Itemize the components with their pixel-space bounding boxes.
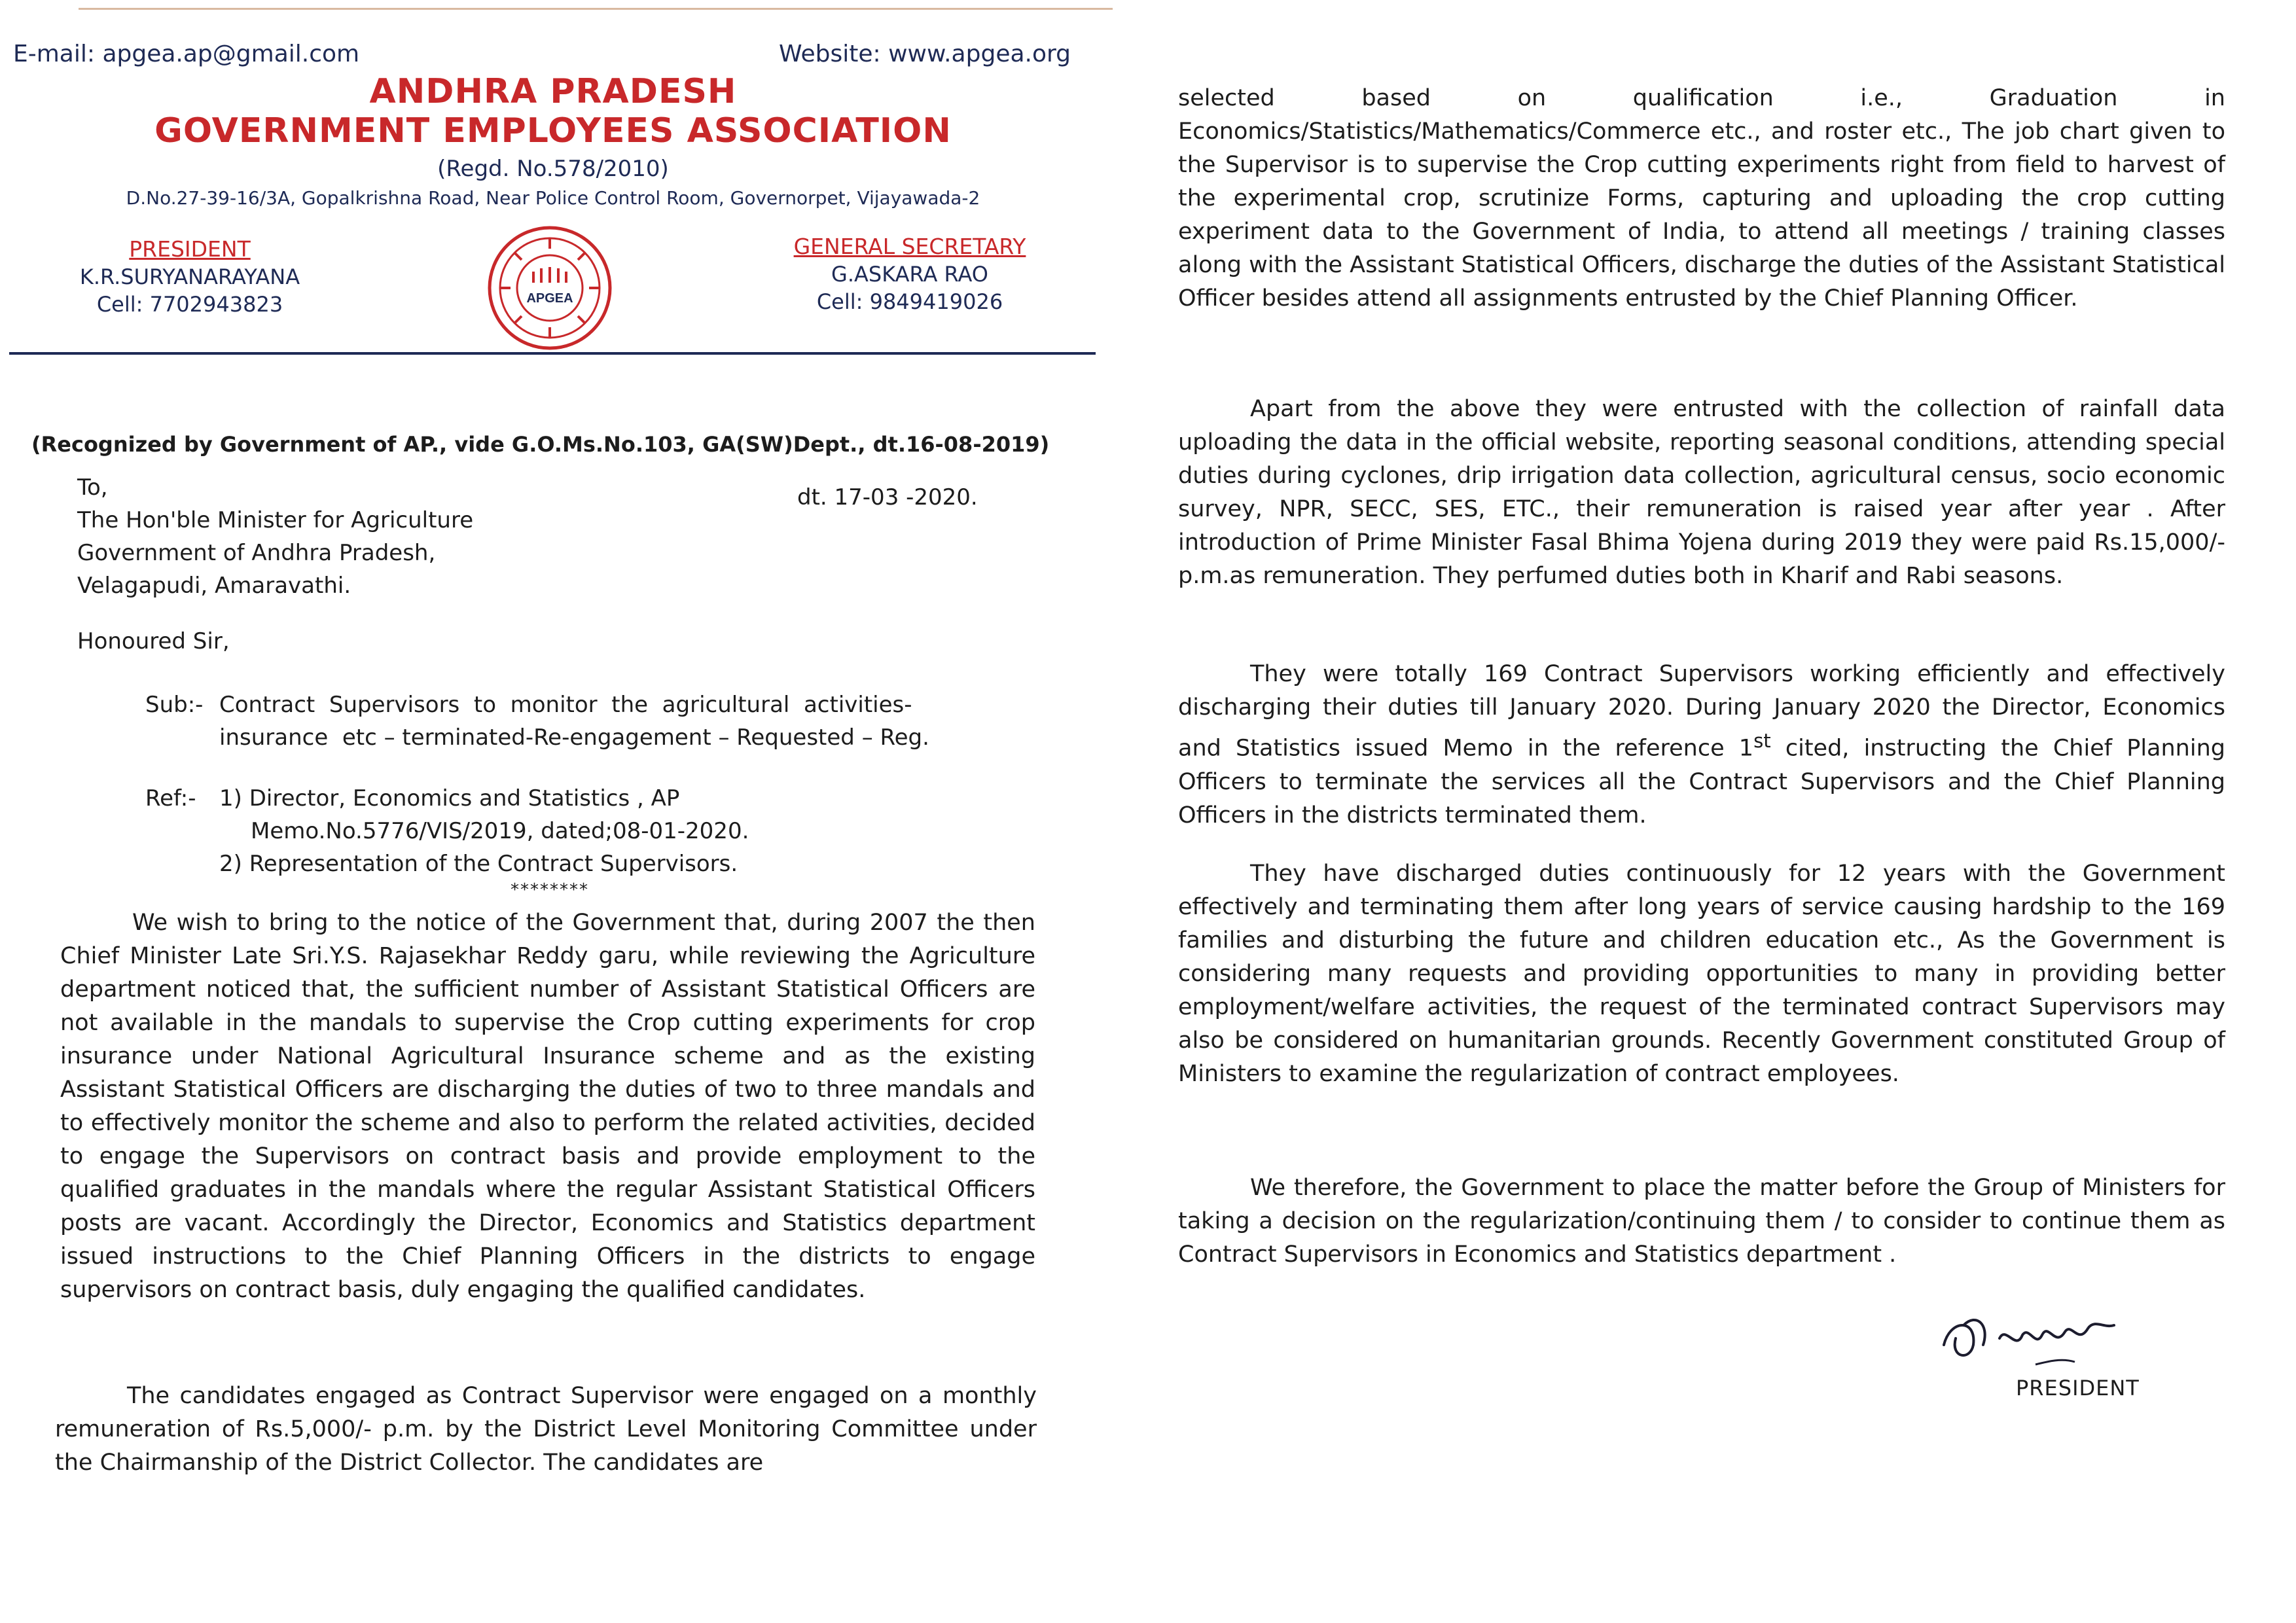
subject-label: Sub:-: [145, 692, 204, 718]
letterhead-email: E-mail: apgea.ap@gmail.com: [13, 41, 360, 67]
secretary-name: G.ASKARA RAO: [831, 262, 988, 287]
signature-icon: [1937, 1299, 2121, 1378]
letterhead-divider: [9, 352, 1096, 355]
secretary-block: [779, 233, 1041, 315]
reference-2: 2) Representation of the Contract Supervisors.: [219, 851, 738, 877]
recipient-line: Government of Andhra Pradesh,: [77, 540, 436, 566]
salutation: Honoured Sir,: [77, 628, 230, 654]
paragraph-7: We therefore, the Government to place the matter before the Group of Ministers for taking a decision on the regularization/continuing them / to consider to continue them as Contract Supervisors in Economics and Statistics department .: [1178, 1175, 2225, 1268]
signature-title: PRESIDENT: [2016, 1376, 2140, 1400]
paragraph-5-text-b: cited, instructing the Chief Planning Officers to terminate the services all the Contract Supervisors and the Chief Planning Officers in the districts terminated them.: [1178, 735, 2225, 829]
letter-date: dt. 17-03 -2020.: [797, 484, 978, 510]
recipient-line: Velagapudi, Amaravathi.: [77, 573, 351, 599]
secretary-role: GENERAL SECRETARY: [793, 234, 1026, 259]
paragraph-5: [1178, 658, 2225, 832]
org-address: D.No.27-39-16/3A, Gopalkrishna Road, Near Police Control Room, Governorpet, Vijayawada-2: [126, 187, 980, 209]
subject-line1: Contract Supervisors to monitor the agricultural activities-: [219, 692, 912, 718]
recipient-address: [77, 471, 473, 602]
president-block: [72, 236, 308, 318]
paragraph-5-text-a: They were totally 169 Contract Supervisors working efficiently and effectively discharging their duties till January 2020. During January 2020 the Director, Economics and Statistics issued Memo in the reference 1: [1178, 661, 2225, 762]
logo-text: APGEA: [526, 291, 573, 306]
separator-stars: ********: [511, 880, 589, 900]
recognition-line: (Recognized by Government of AP., vide G.O.Ms.No.103, GA(SW)Dept., dt.16-08-2019): [31, 432, 1050, 457]
subject-line2: insurance etc – terminated-Re-engagement – Requested – Reg.: [219, 724, 929, 751]
left-page: [0, 0, 1126, 1623]
president-cell: Cell: 7702943823: [96, 292, 283, 317]
recipient-line: The Hon'ble Minister for Agriculture: [77, 507, 474, 533]
reference-1-line1: 1) Director, Economics and Statistics , AP: [219, 785, 680, 812]
paragraph-6: They have discharged duties continuously for 12 years with the Government effectively and terminating them after long years of service causing hardship to the 169 families and disturbing the future and children education etc., As the Government is considering many requests and providing opportunities to many in providing better employment/welfare activities, the request of the terminated contract Supervisors may also be considered on humanitarian grounds. Recently Government constituted Group of Ministers to examine the regularization of contract employees.: [1178, 861, 2225, 1087]
reference-1-line2: Memo.No.5776/VIS/2019, dated;08-01-2020.: [251, 818, 749, 844]
org-name-line1: ANDHRA PRADESH: [369, 72, 737, 111]
letterhead-website: Website: www.apgea.org: [779, 41, 1071, 67]
right-page: [1126, 0, 2296, 1623]
org-name-line2: GOVERNMENT EMPLOYEES ASSOCIATION: [154, 111, 952, 151]
registration-number: (Regd. No.578/2010): [437, 156, 669, 182]
superscript-st: st: [1753, 730, 1771, 752]
association-logo-icon: [478, 223, 622, 353]
secretary-cell: Cell: 9849419026: [816, 289, 1003, 314]
paragraph-1: We wish to bring to the notice of the Government that, during 2007 the then Chief Minister Late Sri.Y.S. Rajasekhar Reddy garu, while reviewing the Agriculture department noticed that, the sufficient number of Assistant Statistical Officers are not available in the mandals to supervise the Crop cutting experiments for crop insurance under National Agricultural Insurance scheme and as the existing Assistant Statistical Officers are discharging the duties of two to three mandals and to effectively monitor the scheme and also to perform the related activities, decided to engage the Supervisors on contract basis and provide employment to the qualified graduates in the mandals where the regular Assistant Statistical Officers posts are vacant. Accordingly the Director, Economics and Statistics department issued instructions to the Chief Planning Officers in the districts to engage supervisors on contract basis, duly engaging the qualified candidates.: [60, 910, 1035, 1303]
paragraph-4: Apart from the above they were entrusted with the collection of rainfall data uploading the data in the official website, reporting seasonal conditions, attending special duties during cyclones, drip irrigation data collection, agricultural census, socio economic survey, NPR, SECC, SES, ETC., their remuneration is raised year after year . After introduction of Prime Minister Fasal Bhima Yojena during 2019 they were paid Rs.15,000/- p.m.as remuneration. They perfumed duties both in Kharif and Rabi seasons.: [1178, 396, 2225, 589]
paragraph-2: The candidates engaged as Contract Supervisor were engaged on a monthly remuneration of Rs.5,000/- p.m. by the District Level Monitoring Committee under the Chairmanship of the District Collector. The candidates are: [55, 1383, 1037, 1476]
recipient-line: To,: [77, 474, 108, 501]
reference-label: Ref:-: [145, 785, 196, 812]
president-name: K.R.SURYANARAYANA: [79, 264, 300, 289]
top-edge-line: [79, 8, 1113, 10]
president-role: PRESIDENT: [129, 236, 251, 262]
paragraph-3: selected based on qualification i.e., Graduation in Economics/Statistics/Mathematics/Commerce etc., and roster etc., The job chart given to the Supervisor is to supervise the Crop cutting experiments right from field to harvest of the experimental crop, scrutinize Forms, capturing and uploading the crop cutting experiment data to the Government of India, to attend all meetings / training classes along with the Assistant Statistical Officers, discharge the duties of the Assistant Statistical Officer besides attend all assignments entrusted by the Chief Planning Officer.: [1178, 85, 2225, 312]
